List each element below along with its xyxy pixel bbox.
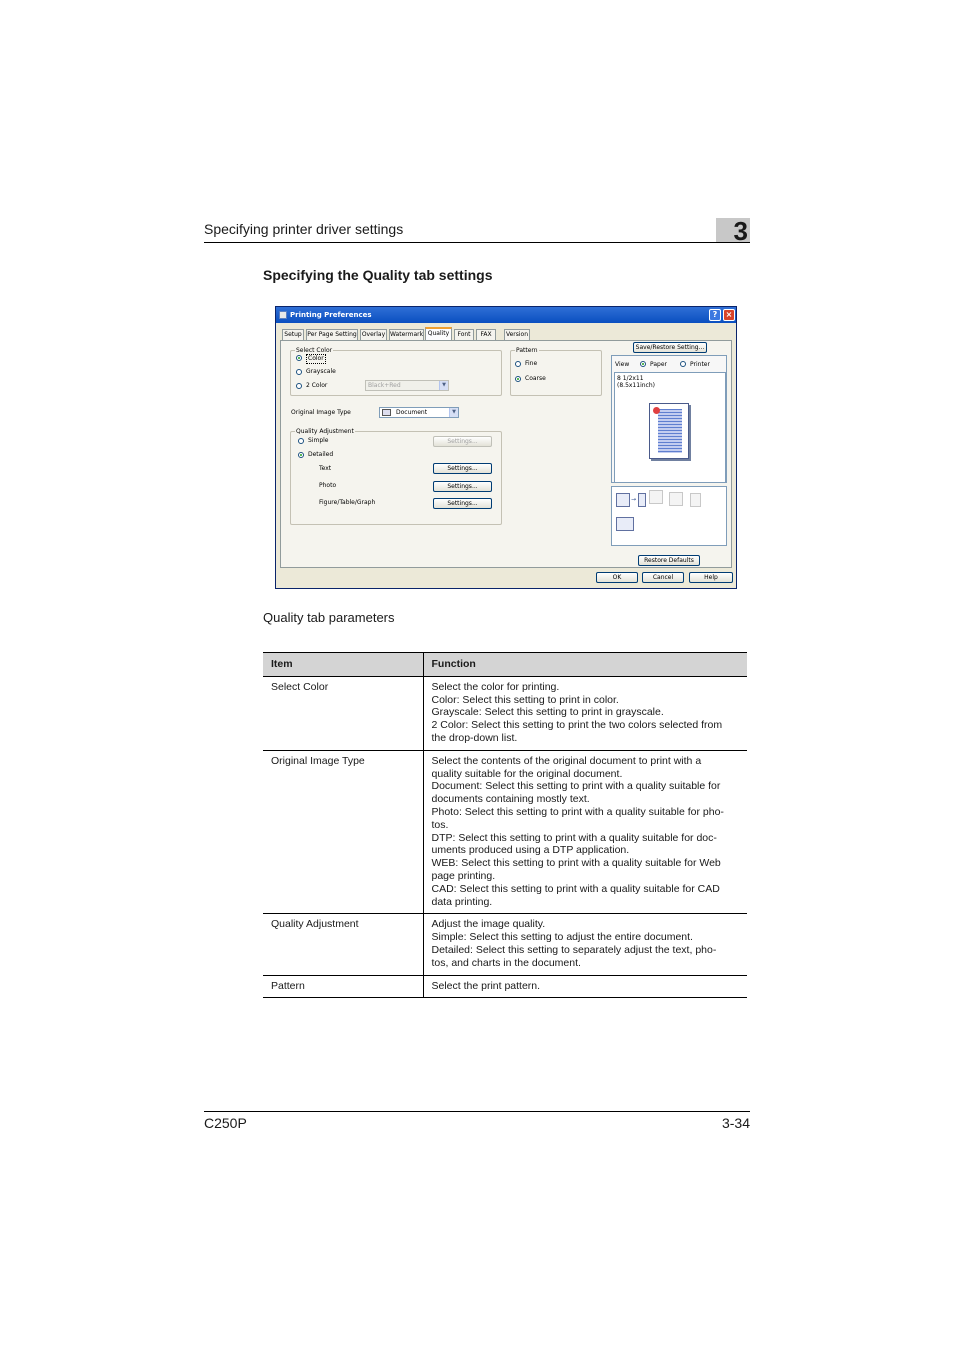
function-line: Photo: Select this setting to print with a quality suitable for pho- bbox=[431, 805, 724, 818]
function-line: Adjust the image quality. bbox=[431, 918, 546, 931]
chevron-down-icon: ▼ bbox=[439, 381, 448, 390]
ok-button[interactable]: OK bbox=[596, 572, 638, 583]
tab-font[interactable]: Font bbox=[454, 329, 474, 340]
function-line: Detailed: Select this setting to separately adjust the text, pho- bbox=[431, 943, 717, 956]
printer-preview-box bbox=[611, 486, 727, 546]
function-line: DTP: Select this setting to print with a quality suitable for doc- bbox=[431, 831, 717, 844]
staple-icon bbox=[669, 492, 683, 506]
footer-page-number: 3-34 bbox=[721, 1115, 750, 1131]
chapter-number: 3 bbox=[733, 216, 748, 246]
paper-label: Paper bbox=[650, 361, 667, 368]
function-line: Document: Select this setting to print with a quality suitable for bbox=[431, 780, 721, 793]
function-line: 2 Color: Select this setting to print the two colors selected from bbox=[431, 719, 723, 732]
quality-parameters-table bbox=[263, 652, 747, 998]
printer-icon bbox=[279, 311, 287, 319]
detailed-radio[interactable] bbox=[298, 452, 304, 458]
function-line: quality suitable for the original document. bbox=[431, 767, 623, 780]
stack-icon bbox=[649, 490, 663, 504]
table-caption: Quality tab parameters bbox=[263, 610, 395, 625]
paper-size-sub-label: (8.5x11inch) bbox=[617, 382, 655, 389]
coarse-label: Coarse bbox=[525, 375, 546, 382]
table-row bbox=[263, 914, 747, 975]
item-cell: Pattern bbox=[263, 975, 423, 998]
page-header-title: Specifying printer driver settings bbox=[204, 221, 404, 237]
function-line: uments produced using a DTP application. bbox=[431, 844, 630, 857]
function-line: the drop-down list. bbox=[431, 731, 518, 744]
function-column-header: Function bbox=[423, 653, 747, 677]
save-restore-button[interactable]: Save/Restore Setting... bbox=[633, 342, 707, 353]
coarse-radio[interactable] bbox=[515, 376, 521, 382]
dialog-titlebar bbox=[276, 307, 736, 323]
tab-per-page-setting[interactable]: Per Page Setting bbox=[307, 331, 357, 338]
quality-adjustment-label: Quality Adjustment bbox=[296, 428, 354, 435]
function-cell bbox=[423, 914, 747, 975]
item-cell: Quality Adjustment bbox=[263, 914, 423, 975]
paper-size-label: 8 1/2x11 bbox=[617, 375, 644, 382]
function-line: WEB: Select this setting to print with a quality suitable for Web bbox=[431, 857, 721, 870]
tab-overlay[interactable]: Overlay bbox=[361, 331, 386, 338]
view-label: View bbox=[615, 361, 630, 368]
header-rule bbox=[204, 242, 750, 243]
chevron-down-icon: ▼ bbox=[449, 408, 458, 417]
print-flow-icon bbox=[616, 493, 630, 507]
simple-settings-button[interactable]: Settings... bbox=[433, 436, 492, 447]
table-row bbox=[263, 750, 747, 914]
function-cell bbox=[423, 975, 747, 998]
photo-settings-button[interactable]: Settings... bbox=[433, 481, 492, 492]
dialog-title: Printing Preferences bbox=[290, 311, 372, 319]
tab-setup[interactable]: Setup bbox=[282, 329, 304, 340]
two-color-select[interactable] bbox=[365, 380, 449, 391]
paper-radio[interactable] bbox=[640, 361, 646, 367]
paper-preview-box bbox=[614, 372, 726, 483]
punch-icon bbox=[690, 493, 701, 507]
close-icon[interactable]: × bbox=[723, 309, 735, 321]
figure-settings-button[interactable]: Settings... bbox=[433, 498, 492, 509]
function-line: data printing. bbox=[431, 895, 493, 908]
table-row bbox=[263, 975, 747, 998]
footer-model: C250P bbox=[204, 1115, 247, 1131]
cancel-button[interactable]: Cancel bbox=[642, 572, 684, 583]
two-color-radio[interactable] bbox=[296, 383, 302, 389]
document-type-icon bbox=[382, 409, 391, 416]
original-image-type-label: Original Image Type bbox=[291, 409, 351, 416]
page-preview bbox=[649, 403, 689, 459]
tab-version[interactable]: Version bbox=[505, 331, 529, 338]
tab-quality[interactable]: Quality bbox=[425, 327, 452, 340]
photo-label: Photo bbox=[319, 482, 337, 489]
arrow-icon: → bbox=[631, 496, 637, 503]
help-button[interactable]: Help bbox=[689, 572, 733, 583]
function-line: Select the contents of the original document to print with a bbox=[431, 754, 702, 767]
figure-label: Figure/Table/Graph bbox=[319, 499, 376, 506]
grayscale-radio[interactable] bbox=[296, 369, 302, 375]
printer-radio[interactable] bbox=[680, 361, 686, 367]
help-icon[interactable]: ? bbox=[709, 309, 721, 321]
pattern-group bbox=[510, 347, 602, 396]
function-line: Grayscale: Select this setting to print in grayscale. bbox=[431, 706, 664, 719]
text-settings-button[interactable]: Settings... bbox=[433, 463, 492, 474]
detailed-label: Detailed bbox=[308, 451, 334, 458]
function-line: Select the color for printing. bbox=[431, 680, 560, 693]
tab-fax[interactable]: FAX bbox=[476, 329, 496, 340]
function-line: Select the print pattern. bbox=[431, 979, 541, 992]
color-label: Color bbox=[308, 355, 324, 362]
item-column-header: Item bbox=[263, 653, 423, 677]
tray-icon bbox=[638, 493, 646, 507]
grayscale-label: Grayscale bbox=[306, 368, 336, 375]
two-color-label: 2 Color bbox=[306, 382, 328, 389]
function-line: tos, and charts in the document. bbox=[431, 956, 581, 969]
section-heading: Specifying the Quality tab settings bbox=[263, 267, 493, 283]
item-cell: Select Color bbox=[263, 676, 423, 750]
table-row bbox=[263, 676, 747, 750]
quality-tab-panel bbox=[280, 340, 732, 568]
printing-preferences-dialog bbox=[275, 306, 737, 589]
text-label: Text bbox=[319, 465, 332, 472]
function-line: CAD: Select this setting to print with a quality suitable for CAD bbox=[431, 882, 720, 895]
restore-defaults-button[interactable]: Restore Defaults bbox=[638, 555, 700, 566]
function-line: tos. bbox=[431, 818, 449, 831]
function-cell bbox=[423, 676, 747, 750]
two-color-select-value: Black+Red bbox=[368, 382, 401, 389]
color-radio[interactable] bbox=[296, 355, 302, 361]
simple-radio[interactable] bbox=[298, 438, 304, 444]
output-icon bbox=[616, 517, 634, 531]
function-line: documents containing mostly text. bbox=[431, 793, 590, 806]
function-line: Simple: Select this setting to adjust the entire document. bbox=[431, 931, 693, 944]
table-header-row bbox=[263, 653, 747, 677]
tab-watermark[interactable]: Watermark bbox=[390, 331, 424, 338]
function-line: page printing. bbox=[431, 869, 496, 882]
function-line: Color: Select this setting to print in color. bbox=[431, 693, 619, 706]
fine-label: Fine bbox=[525, 360, 538, 367]
fine-radio[interactable] bbox=[515, 361, 521, 367]
printer-label: Printer bbox=[690, 361, 710, 368]
item-cell: Original Image Type bbox=[263, 750, 423, 914]
original-image-type-select[interactable] bbox=[379, 407, 459, 418]
select-color-label: Select Color bbox=[296, 347, 333, 354]
footer-rule bbox=[204, 1111, 750, 1112]
function-cell bbox=[423, 750, 747, 914]
simple-label: Simple bbox=[308, 437, 329, 444]
pattern-label: Pattern bbox=[516, 347, 538, 354]
original-image-type-value: Document bbox=[396, 409, 428, 416]
